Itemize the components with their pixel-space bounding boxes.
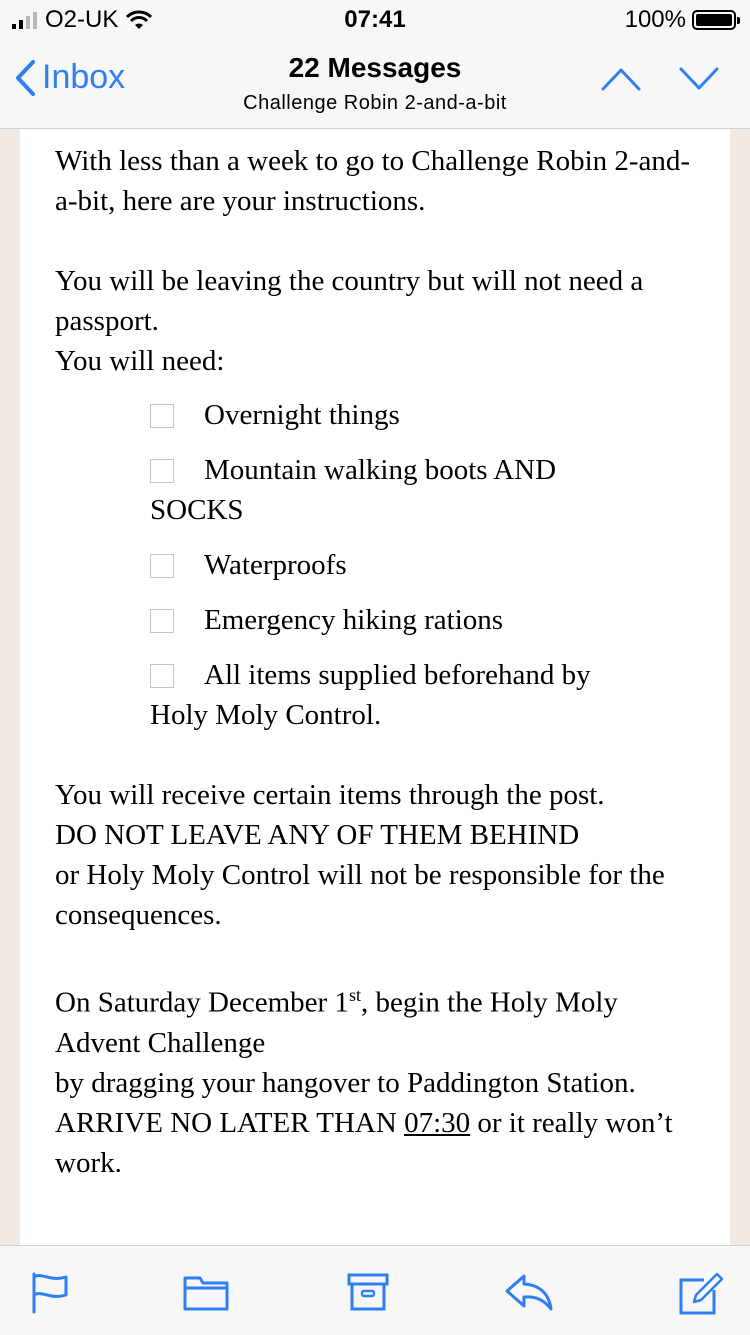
post-line-3: or Holy Moly Control will not be responsible for the consequences.	[55, 859, 665, 931]
checklist-item-continuation: SOCKS	[150, 494, 244, 526]
status-bar	[0, 0, 750, 40]
arrive-text: ARRIVE NO LATER THAN	[55, 1106, 405, 1139]
checklist-item-label: Overnight things	[204, 399, 400, 431]
arrive-time-link[interactable]: 07:30	[404, 1106, 471, 1139]
battery-percent: 100%	[624, 6, 686, 33]
back-label: Inbox	[42, 58, 126, 96]
saturday-paragraph	[55, 975, 705, 1063]
carrier-name: O2-UK	[45, 6, 119, 33]
chevron-up-icon	[600, 66, 642, 92]
reply-icon	[504, 1272, 554, 1312]
bottom-toolbar	[0, 1245, 750, 1335]
saturday-text: On Saturday December 1	[55, 986, 349, 1019]
checklist-item	[150, 450, 705, 530]
checkbox[interactable]	[150, 664, 174, 688]
drag-line: by dragging your hangover to Paddington Station.	[55, 1066, 636, 1099]
reply-button[interactable]	[504, 1272, 554, 1317]
checklist-item-label: All items supplied beforehand by	[204, 659, 591, 691]
checklist-item	[150, 655, 705, 735]
saturday-text-rest: , begin the Holy Moly Advent Challenge	[55, 986, 618, 1059]
thread-title: 22 Messages	[288, 52, 462, 83]
checkbox[interactable]	[150, 554, 174, 578]
checklist-item-label: Waterproofs	[204, 549, 347, 581]
arrive-text-rest: or it really won’t work.	[55, 1106, 673, 1179]
checkbox[interactable]	[150, 404, 174, 428]
checklist-item-continuation: Holy Moly Control.	[150, 699, 382, 731]
archive-icon	[347, 1272, 389, 1312]
flag-icon	[30, 1272, 70, 1314]
flag-button[interactable]	[30, 1272, 70, 1319]
intro-paragraph: With less than a week to go to Challenge Robin 2-and-a-bit, here are your instructions.	[55, 145, 691, 217]
post-line-1: You will receive certain items through the post.	[55, 779, 605, 811]
move-to-folder-button[interactable]	[183, 1272, 229, 1317]
travel-line: You will be leaving the country but will not need a passport.	[55, 265, 644, 337]
navigation-bar	[0, 40, 750, 129]
checklist-item	[150, 545, 705, 585]
battery-group	[625, 6, 736, 34]
checkbox[interactable]	[150, 609, 174, 633]
thread-subtitle: Challenge Robin 2-and-a-bit	[243, 92, 507, 114]
message-nav	[600, 66, 720, 97]
battery-icon	[692, 10, 736, 30]
checklist-item-label: Mountain walking boots AND	[204, 454, 557, 486]
checklist-item	[150, 395, 705, 435]
date-suffix: st	[348, 985, 361, 1005]
checklist-item-label: Emergency hiking rations	[204, 604, 504, 636]
checklist-item	[150, 600, 705, 640]
need-line: You will need:	[55, 345, 225, 377]
previous-message-button[interactable]	[600, 66, 642, 97]
chevron-down-icon	[678, 66, 720, 92]
message-text	[20, 129, 705, 1183]
arrive-line	[55, 1103, 705, 1183]
clock: 07:41	[344, 6, 406, 33]
compose-icon	[678, 1272, 724, 1316]
next-message-button[interactable]	[678, 66, 720, 97]
checkbox[interactable]	[150, 459, 174, 483]
compose-button[interactable]	[678, 1272, 724, 1321]
packing-checklist	[55, 395, 705, 735]
message-body[interactable]	[20, 129, 730, 1245]
archive-button[interactable]	[347, 1272, 389, 1317]
folder-icon	[183, 1272, 229, 1312]
post-line-2: DO NOT LEAVE ANY OF THEM BEHIND	[55, 819, 580, 851]
